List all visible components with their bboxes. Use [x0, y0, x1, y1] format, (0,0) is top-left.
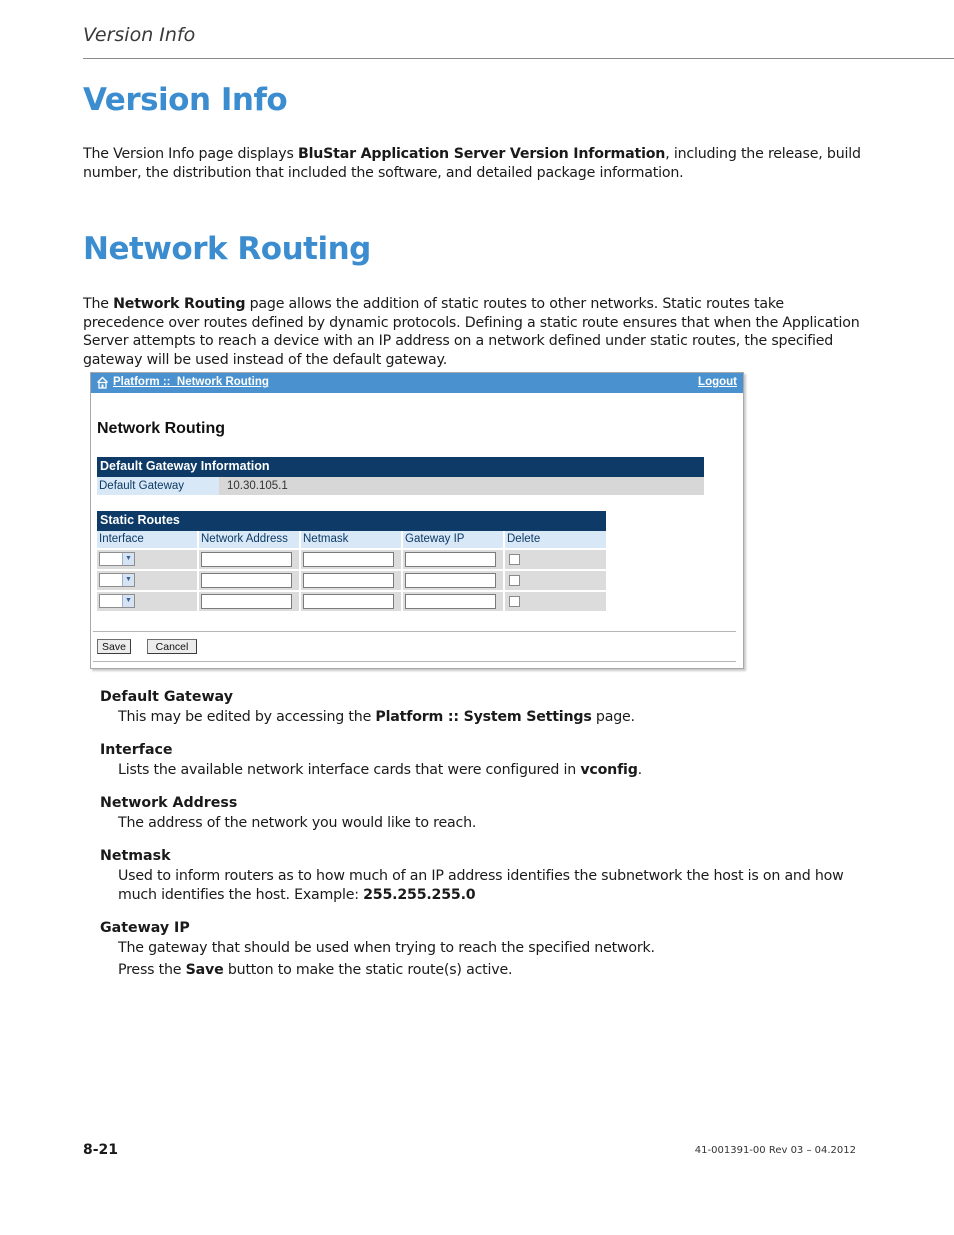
route-row — [97, 550, 606, 569]
netmask-input[interactable] — [303, 552, 394, 567]
network-address-input[interactable] — [201, 552, 292, 567]
divider — [93, 661, 736, 662]
column-header-network-address: Network Address — [199, 531, 299, 548]
gateway-ip-input[interactable] — [405, 552, 496, 567]
divider — [93, 631, 736, 632]
column-header-gateway-ip: Gateway IP — [403, 531, 503, 548]
gateway-section-header: Default Gateway Information — [97, 457, 704, 477]
cancel-button[interactable]: Cancel — [147, 639, 197, 654]
save-button[interactable]: Save — [97, 639, 131, 654]
route-row — [97, 592, 606, 611]
column-header-interface: Interface — [97, 531, 197, 548]
desc-default-gateway: This may be edited by accessing the Platform :: System Settings page. — [118, 709, 635, 725]
static-routes-header: Static Routes — [97, 511, 606, 531]
desc-gateway-ip: The gateway that should be used when trying to reach the specified network. — [118, 940, 655, 956]
term-default-gateway: Default Gateway — [100, 689, 233, 705]
home-icon[interactable] — [96, 376, 109, 389]
network-address-input[interactable] — [201, 573, 292, 588]
running-head: Version Info — [83, 24, 196, 46]
default-gateway-label: Default Gateway — [97, 477, 219, 495]
chevron-down-icon[interactable]: ▼ — [122, 574, 134, 586]
network-routing-heading: Network Routing — [83, 231, 371, 267]
chevron-down-icon[interactable]: ▼ — [122, 553, 134, 565]
term-gateway-ip: Gateway IP — [100, 920, 190, 936]
term-interface: Interface — [100, 742, 173, 758]
column-header-netmask: Netmask — [301, 531, 401, 548]
version-info-paragraph: The Version Info page displays BluStar Application Server Version Information, including the release, build number, the distribution that included the software, and detailed package information. — [83, 146, 861, 181]
network-routing-screenshot — [90, 372, 744, 669]
network-routing-paragraph: The Network Routing page allows the addition of static routes to other networks. Static routes take precedence over routes defined by dynamic protocols. Defining a static route ensures that when the Application Server attempts to reach a device with an IP address on a network defined under static routes, the specified gateway will be used instead of the default gateway. — [83, 296, 860, 368]
desc-netmask: Used to inform routers as to how much of an IP address identifies the subnetwork the host is on and how much identifies the host. Example: 255.255.255.0 — [118, 868, 844, 903]
gateway-ip-input[interactable] — [405, 573, 496, 588]
delete-checkbox[interactable] — [509, 596, 520, 607]
top-navigation-bar — [91, 373, 743, 393]
delete-checkbox[interactable] — [509, 575, 520, 586]
desc-interface: Lists the available network interface cards that were configured in vconfig. — [118, 762, 642, 778]
term-netmask: Netmask — [100, 848, 171, 864]
default-gateway-value: 10.30.105.1 — [227, 480, 288, 492]
delete-checkbox[interactable] — [509, 554, 520, 565]
column-header-delete: Delete — [505, 531, 606, 548]
header-rule — [83, 58, 954, 59]
interface-select[interactable] — [99, 573, 135, 587]
route-row — [97, 571, 606, 590]
static-routes-column-headers — [97, 531, 606, 548]
breadcrumb[interactable]: Platform :: Network Routing — [113, 376, 269, 388]
term-network-address: Network Address — [100, 795, 238, 811]
closing-instruction: Press the Save button to make the static route(s) active. — [118, 962, 513, 978]
gateway-ip-input[interactable] — [405, 594, 496, 609]
document-id: 41-001391-00 Rev 03 – 04.2012 — [694, 1145, 856, 1156]
netmask-input[interactable] — [303, 594, 394, 609]
netmask-input[interactable] — [303, 573, 394, 588]
page-title: Network Routing — [97, 420, 225, 437]
desc-network-address: The address of the network you would like to reach. — [118, 815, 477, 831]
chevron-down-icon[interactable]: ▼ — [122, 595, 134, 607]
gateway-row — [97, 477, 704, 495]
version-info-heading: Version Info — [83, 82, 288, 118]
page-number: 8-21 — [83, 1142, 119, 1158]
interface-select[interactable] — [99, 552, 135, 566]
network-address-input[interactable] — [201, 594, 292, 609]
logout-link[interactable]: Logout — [698, 376, 737, 388]
interface-select[interactable] — [99, 594, 135, 608]
